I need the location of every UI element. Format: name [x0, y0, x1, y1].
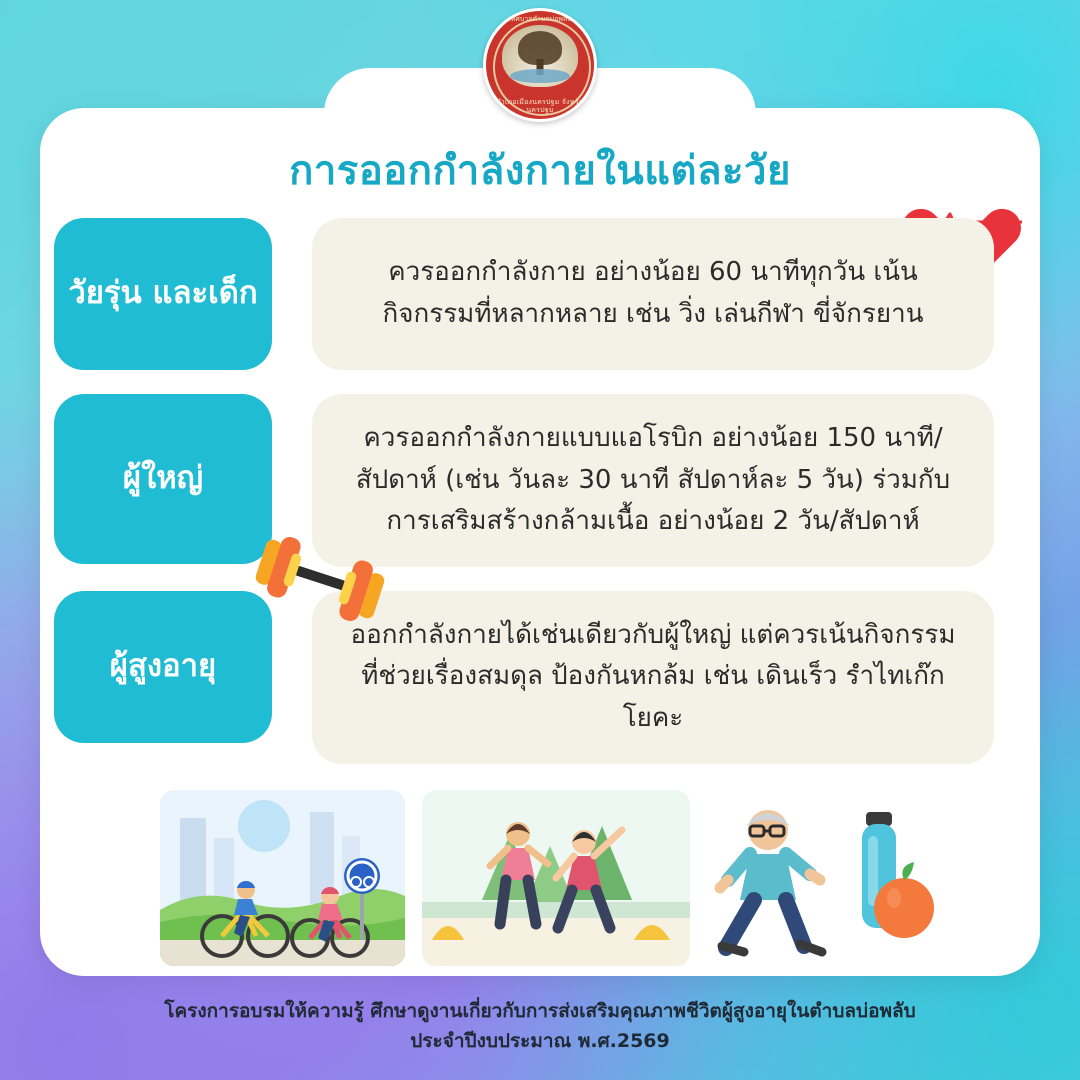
row-adults	[54, 394, 994, 567]
seal-water	[510, 69, 570, 83]
page-title: การออกกำลังกายในแต่ละวัย	[289, 148, 791, 194]
cyclists-illustration	[160, 790, 405, 966]
recommendation-teens-children: ควรออกกำลังกาย อย่างน้อย 60 นาทีทุกวัน เน้นกิจกรรมที่หลากหลาย เช่น วิ่ง เล่นกีฬา ขี่จักรยาน	[312, 218, 994, 370]
age-group-rows	[54, 218, 994, 788]
age-label-elderly: ผู้สูงอายุ	[54, 591, 272, 743]
age-label-adults: ผู้ใหญ่	[54, 394, 272, 564]
age-label-teens-children: วัยรุ่น และเด็ก	[54, 218, 272, 370]
footer-caption	[0, 997, 1080, 1056]
footer-line-2: ประจำปีงบประมาณ พ.ศ.2569	[410, 1029, 670, 1052]
stretching-people-illustration	[422, 790, 690, 966]
illustration-band	[150, 790, 950, 980]
recommendation-elderly: ออกกำลังกายได้เช่นเดียวกับผู้ใหญ่ แต่ควรเน้นกิจกรรมที่ช่วยเรื่องสมดุล ป้องกันหกล้ม เช่น เดินเร็ว รำไทเก๊ก โยคะ	[312, 591, 994, 764]
seal-bottom-text: อำเภอเมืองนครปฐม จังหวัดนครปฐม	[496, 98, 584, 114]
seal-top-text: เทศบาลตำบลบ่อพลับ	[508, 15, 572, 23]
municipality-seal-icon	[483, 8, 597, 122]
elderly-exercise-illustration	[706, 790, 946, 966]
recommendation-adults: ควรออกกำลังกายแบบแอโรบิก อย่างน้อย 150 นาที/สัปดาห์ (เช่น วันละ 30 นาที สัปดาห์ละ 5 วัน) ร่วมกับการเสริมสร้างกล้ามเนื้อ อย่างน้อย 2 วัน/สัปดาห์	[312, 394, 994, 567]
row-elderly	[54, 591, 994, 764]
footer-line-1: โครงการอบรมให้ความรู้ ศึกษาดูงานเกี่ยวกับการส่งเสริมคุณภาพชีวิตผู้สูงอายุในตำบลบ่อพลับ	[164, 1000, 916, 1023]
row-teens-children	[54, 218, 994, 370]
